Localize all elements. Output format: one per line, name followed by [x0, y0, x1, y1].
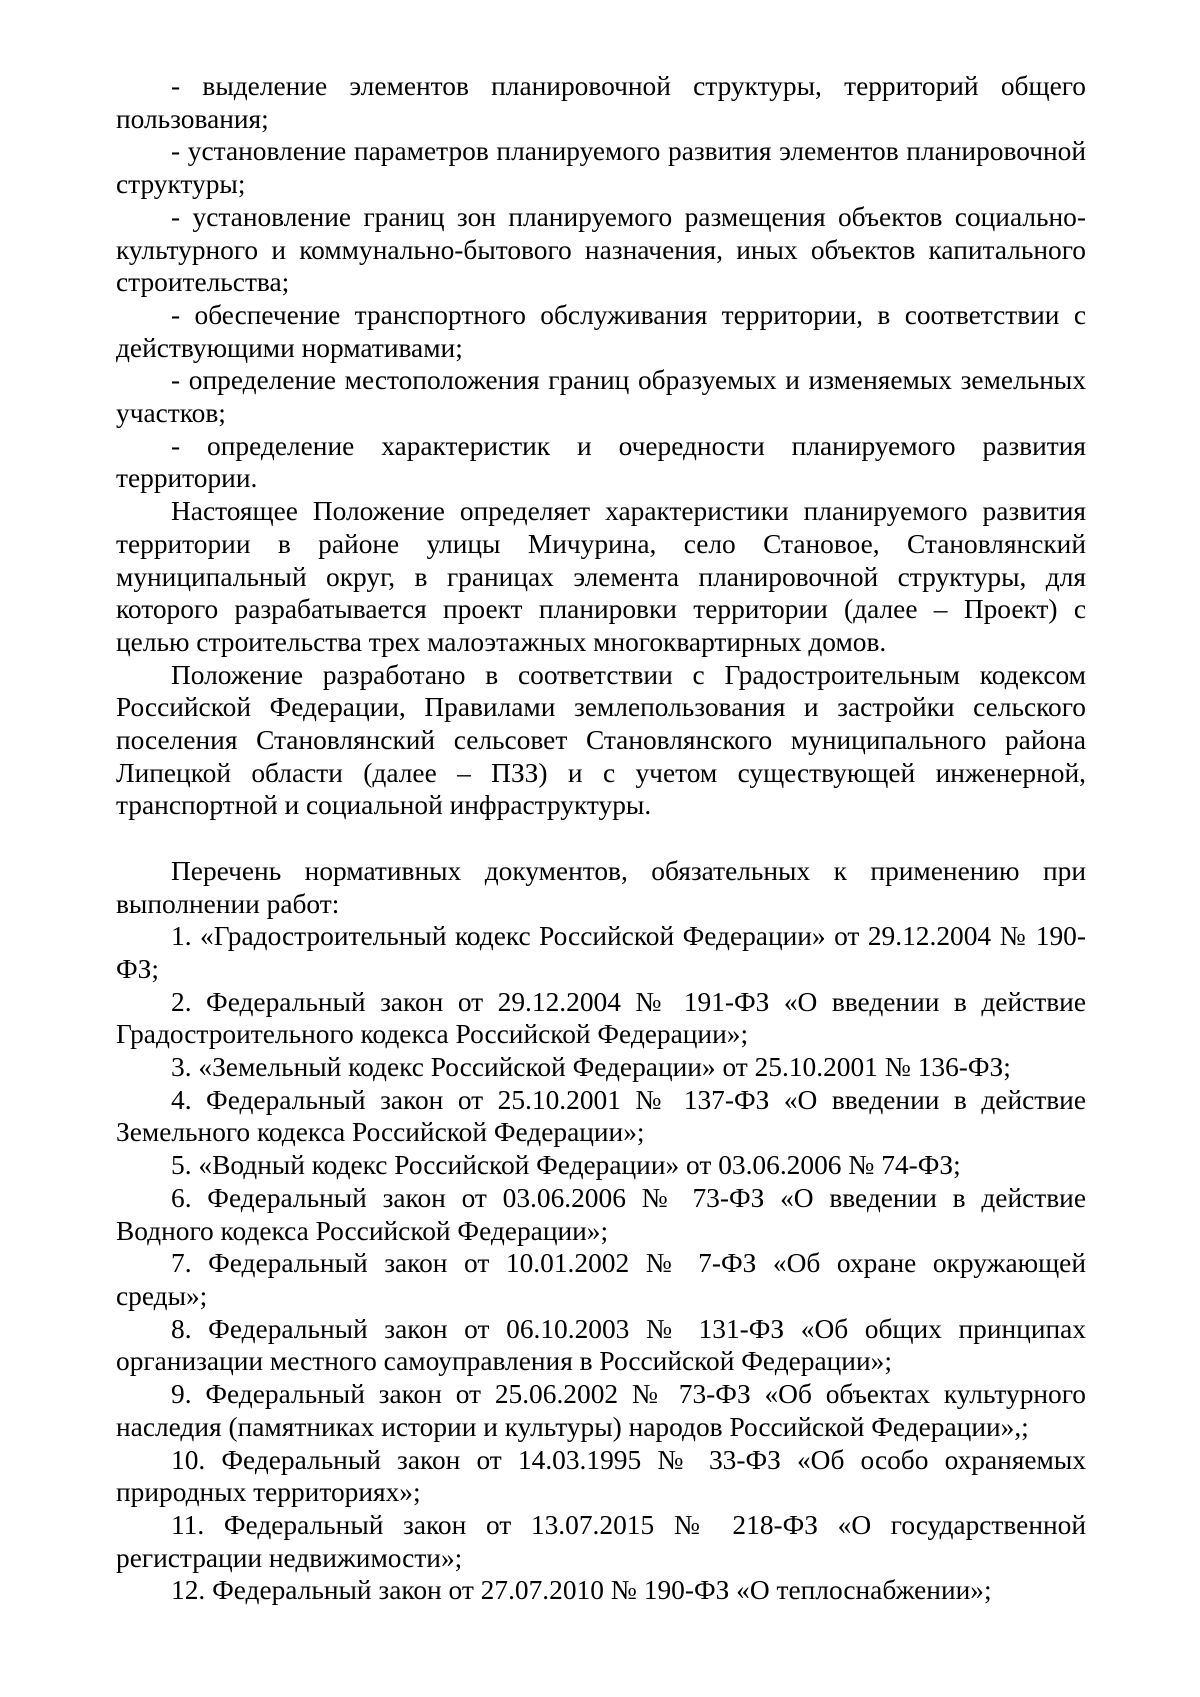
list-item: 8. Федеральный закон от 06.10.2003 № 131-ФЗ «Об общих принципах организации местного самоуправления в Российской Федерации»;	[116, 1313, 1086, 1377]
list-item: 2. Федеральный закон от 29.12.2004 № 191-ФЗ «О введении в действие Градостроительного кодекса Российской Федерации»;	[116, 986, 1086, 1050]
paragraph-regulation-scope: Настоящее Положение определяет характеристики планируемого развития территории в районе улицы Мичурина, село Становое, Становлянский муниципальный округ, в границах элемента планировочной структуры, для которого разрабатывается проект планировки территории (далее – Проект) с целью строительства трех малоэтажных многоквартирных домов.	[116, 496, 1086, 657]
list-item: 12. Федеральный закон от 27.07.2010 № 190-ФЗ «О теплоснабжении»;	[171, 1575, 992, 1606]
paragraph-planning-parameters: - установление параметров планируемого развития элементов планировочной структуры;	[116, 136, 1086, 200]
document-page	[116, 70, 1086, 1607]
list-item: 9. Федеральный закон от 25.06.2002 № 73-ФЗ «Об объектах культурного наследия (памятниках истории и культуры) народов Российской Федерации»,;	[116, 1379, 1086, 1442]
paragraph-development-characteristics: - определение характеристик и очередности планируемого развития территории.	[116, 430, 1086, 494]
paragraph-zone-boundaries: - установление границ зон планируемого размещения объектов социально-культурного и коммунально-бытового назначения, иных объектов капитального строительства;	[116, 201, 1086, 298]
list-item: 7. Федеральный закон от 10.01.2002 № 7-ФЗ «Об охране окружающей среды»;	[116, 1248, 1086, 1311]
list-item: 4. Федеральный закон от 25.10.2001 № 137-ФЗ «О введении в действие Земельного кодекса Российской Федерации»;	[116, 1084, 1086, 1148]
paragraph-planning-structure: - выделение элементов планировочной структуры, территорий общего пользования;	[116, 71, 1086, 134]
paragraph-land-plots: - определение местоположения границ образуемых и изменяемых земельных участков;	[116, 365, 1086, 429]
list-item: 10. Федеральный закон от 14.03.1995 № 33-ФЗ «Об особо охраняемых природных территориях»;	[116, 1444, 1086, 1508]
list-item: 6. Федеральный закон от 03.06.2006 № 73-ФЗ «О введении в действие Водного кодекса Российской Федерации»;	[116, 1182, 1086, 1246]
list-item: 1. «Градостроительный кодекс Российской Федерации» от 29.12.2004 № 190-ФЗ;	[116, 921, 1086, 984]
list-item: 3. «Земельный кодекс Российской Федерации» от 25.10.2001 № 136-ФЗ;	[171, 1052, 1011, 1083]
list-item: 5. «Водный кодекс Российской Федерации» от 03.06.2006 № 74-ФЗ;	[171, 1150, 961, 1181]
paragraph-transport-service: - обеспечение транспортного обслуживания территории, в соответствии с действующими нормативами;	[116, 299, 1086, 363]
paragraph-regulation-basis: Положение разработано в соответствии с Градостроительным кодексом Российской Федерации, Правилами землепользования и застройки сельского поселения Становлянский сельсовет Становлянского муниципального района Липецкой области (далее – ПЗЗ) и с учетом существующей инженерной, транспортной и социальной инфраструктуры.	[116, 659, 1086, 821]
list-item: 11. Федеральный закон от 13.07.2015 № 218-ФЗ «О государственной регистрации недвижимости»;	[116, 1509, 1086, 1573]
list-intro: Перечень нормативных документов, обязательных к применению при выполнении работ:	[116, 855, 1086, 919]
